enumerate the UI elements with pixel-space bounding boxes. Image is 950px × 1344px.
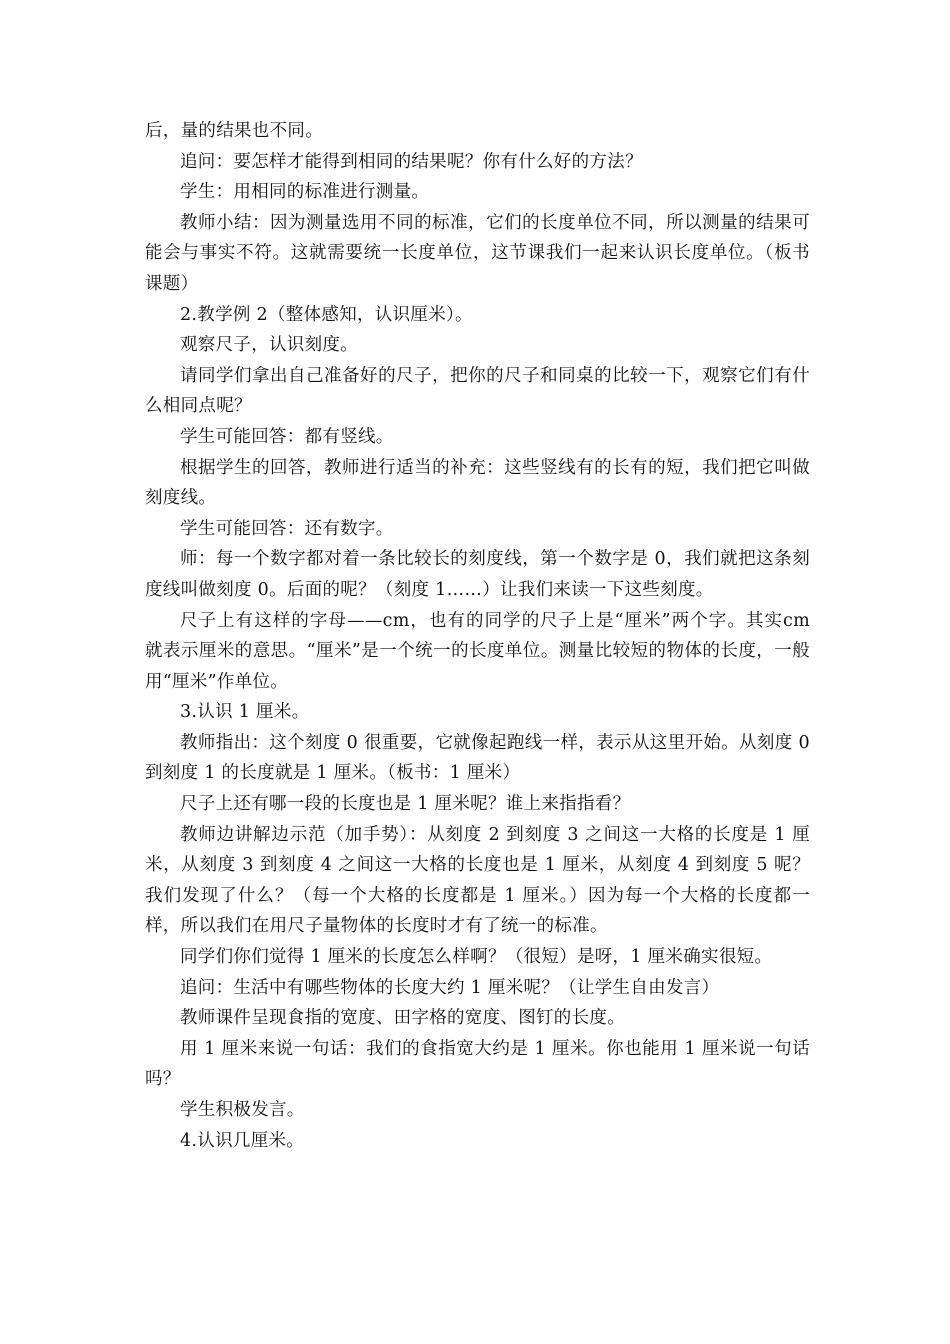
section-heading-example-2: 2.教学例 2（整体感知，认识厘米）。	[180, 304, 473, 325]
paragraph-observe-ruler: 观察尺子，认识刻度。	[180, 335, 358, 356]
section-heading-several-cm: 4.认识几厘米。	[180, 1130, 305, 1151]
paragraph-say-sentence: 用 1 厘米来说一句话：我们的食指宽大约是 1 厘米。你也能用 1 厘米说一句话吗？	[145, 1038, 810, 1090]
paragraph-students-speak: 学生积极发言。	[180, 1100, 305, 1120]
paragraph-student-numbers: 学生可能回答：还有数字。	[180, 518, 394, 539]
paragraph-life-examples: 追问：生活中有哪些物体的长度大约 1 厘米呢？（让学生自由发言）	[180, 977, 720, 998]
paragraph-student-lines: 学生可能回答：都有竖线。	[180, 426, 394, 447]
paragraph-courseware: 教师课件呈现食指的宽度、田字格的宽度、图钉的长度。	[180, 1008, 625, 1029]
paragraph-scale-zero: 师：每一个数字都对着一条比较长的刻度线，第一个数字是 0，我们就把这条刻度线叫做刻度 0。后面的呢？（刻度 1……）让我们来读一下这些刻度。	[145, 549, 810, 600]
paragraph-compare-rulers: 请同学们拿出自己准备好的尺子，把你的尺子和同桌的比较一下，观察它们有什么相同点呢？	[145, 365, 810, 417]
document-body	[145, 116, 810, 1156]
paragraph-followup-question: 追问：要怎样才能得到相同的结果呢？你有什么好的方法？	[180, 151, 643, 172]
paragraph-student-answer: 学生：用相同的标准进行测量。	[180, 182, 430, 203]
paragraph-teacher-summary: 教师小结：因为测量选用不同的标准，它们的长度单位不同，所以测量的结果可能会与事实不符。这就需要统一长度单位，这节课我们一起来认识长度单位。（板书课题）	[145, 212, 810, 294]
section-heading-one-cm: 3.认识 1 厘米。	[180, 702, 310, 723]
paragraph-continuation: 后，量的结果也不同。	[145, 121, 323, 141]
paragraph-demonstration: 教师边讲解边示范（加手势）：从刻度 2 到刻度 3 之间这一大格的长度是 1 厘米，从刻度 3 到刻度 4 之间这一大格的长度也是 1 厘米，从刻度 4 到刻度 5 呢？我们发现了什么？（每一个大格的长度都是 1 厘米。）因为每一个大格的长度都一样，所以我们在用尺子量物体的长度时才有了统一的标准。	[145, 824, 810, 937]
paragraph-how-long: 同学们你们觉得 1 厘米的长度怎么样啊？（很短）是呀，1 厘米确实很短。	[180, 947, 773, 968]
paragraph-scale-lines: 根据学生的回答，教师进行适当的补充：这些竖线有的长有的短，我们把它叫做刻度线。	[145, 457, 810, 509]
paragraph-cm-unit: 尺子上有这样的字母——cm，也有的同学的尺子上是“厘米”两个字。其实cm 就表示厘米的意思。“厘米”是一个统一的长度单位。测量比较短的物体的长度，一般用“厘米”作单位。	[145, 610, 810, 692]
paragraph-start-line: 教师指出：这个刻度 0 很重要，它就像起跑线一样，表示从这里开始。从刻度 0 到刻度 1 的长度就是 1 厘米。（板书：1 厘米）	[145, 732, 810, 784]
paragraph-other-segments: 尺子上还有哪一段的长度也是 1 厘米呢？谁上来指指看？	[180, 794, 631, 815]
